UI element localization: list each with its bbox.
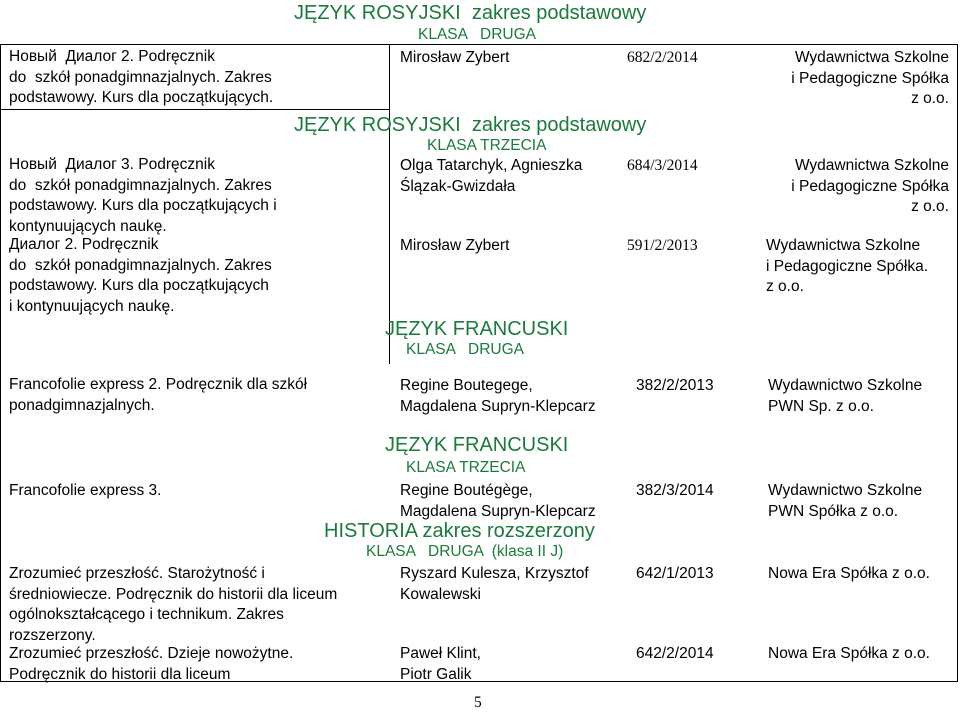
section-header-french: JĘZYK FRANCUSKI: [385, 434, 569, 456]
approval-number: 382/2/2013: [636, 377, 714, 394]
class-label: KLASA TRZECIA: [427, 137, 547, 154]
class-label: KLASA DRUGA (klasa II J): [366, 543, 564, 560]
section-header-russian: JĘZYK ROSYJSKI zakres podstawowy: [294, 2, 647, 24]
section-header-french: JĘZYK FRANCUSKI: [385, 318, 569, 340]
author: Paweł Klint, Piotr Galik: [400, 645, 481, 683]
author: Regine Boutegege, Magdalena Supryn-Klepcarz: [400, 377, 596, 415]
class-label: KLASA DRUGA: [418, 26, 537, 43]
publisher: Nowa Era Spółka z o.o.: [768, 565, 930, 582]
textbook-title: Zrozumieć przeszłość. Dzieje nowożytne. Podręcznik do historii dla liceum: [9, 645, 294, 683]
page-number: 5: [474, 694, 482, 711]
textbook-title: Диалог 2. Podręcznik do szkół ponadgimnazjalnych. Zakres podstawowy. Kurs dla początkujących i kontynuujących naukę.: [9, 236, 272, 315]
textbook-title: Francofolie express 2. Podręcznik dla szkół ponadgimnazjalnych.: [9, 376, 308, 414]
class-label: KLASA TRZECIA: [406, 459, 526, 476]
class-label: KLASA DRUGA: [406, 341, 525, 358]
approval-number: 642/2/2014: [636, 645, 714, 662]
publisher: Wydawnictwo Szkolne PWN Spółka z o.o.: [768, 482, 923, 520]
approval-number: 591/2/2013: [627, 237, 698, 254]
section-header-russian: JĘZYK ROSYJSKI zakres podstawowy: [294, 114, 647, 136]
column-divider: [389, 44, 390, 364]
author: Olga Tatarchyk, Agnieszka Ślązak-Gwizdała: [400, 157, 583, 195]
textbook-title: Новый Диалог 2. Podręcznik do szkół ponadgimnazjalnych. Zakres podstawowy. Kurs dla początkujących.: [9, 48, 274, 106]
approval-number: 642/1/2013: [636, 565, 714, 582]
publisher: Nowa Era Spółka z o.o.: [768, 645, 930, 662]
approval-number: 682/2/2014: [627, 49, 698, 66]
row-divider: [0, 109, 390, 110]
table-border-top: [0, 44, 958, 45]
table-border-right: [957, 44, 958, 682]
textbook-title: Francofolie express 3.: [9, 482, 162, 499]
approval-number: 382/3/2014: [636, 482, 714, 499]
author: Regine Boutégège, Magdalena Supryn-Klepcarz: [400, 482, 596, 520]
textbook-title: Новый Диалог 3. Podręcznik do szkół ponadgimnazjalnych. Zakres podstawowy. Kurs dla początkujących i kontynuujących naukę.: [9, 156, 277, 235]
publisher: Wydawnictwo Szkolne PWN Sp. z o.o.: [768, 377, 923, 415]
section-header-history: HISTORIA zakres rozszerzony: [324, 520, 595, 542]
publisher: Wydawnictwa Szkolne i Pedagogiczne Spółka z o.o.: [791, 49, 949, 107]
author: Mirosław Zybert: [400, 49, 510, 66]
publisher: Wydawnictwa Szkolne i Pedagogiczne Spółka z o.o.: [791, 157, 949, 215]
publisher: Wydawnictwa Szkolne i Pedagogiczne Spółka. z o.o.: [766, 237, 929, 295]
approval-number: 684/3/2014: [627, 157, 698, 174]
table-border-left: [0, 44, 1, 682]
textbook-title: Zrozumieć przeszłość. Starożytność i średniowiecze. Podręcznik do historii dla liceum ogólnokształcącego i technikum. Zakres rozszerzony.: [9, 565, 338, 644]
author: Mirosław Zybert: [400, 237, 510, 254]
author: Ryszard Kulesza, Krzysztof Kowalewski: [400, 565, 589, 603]
